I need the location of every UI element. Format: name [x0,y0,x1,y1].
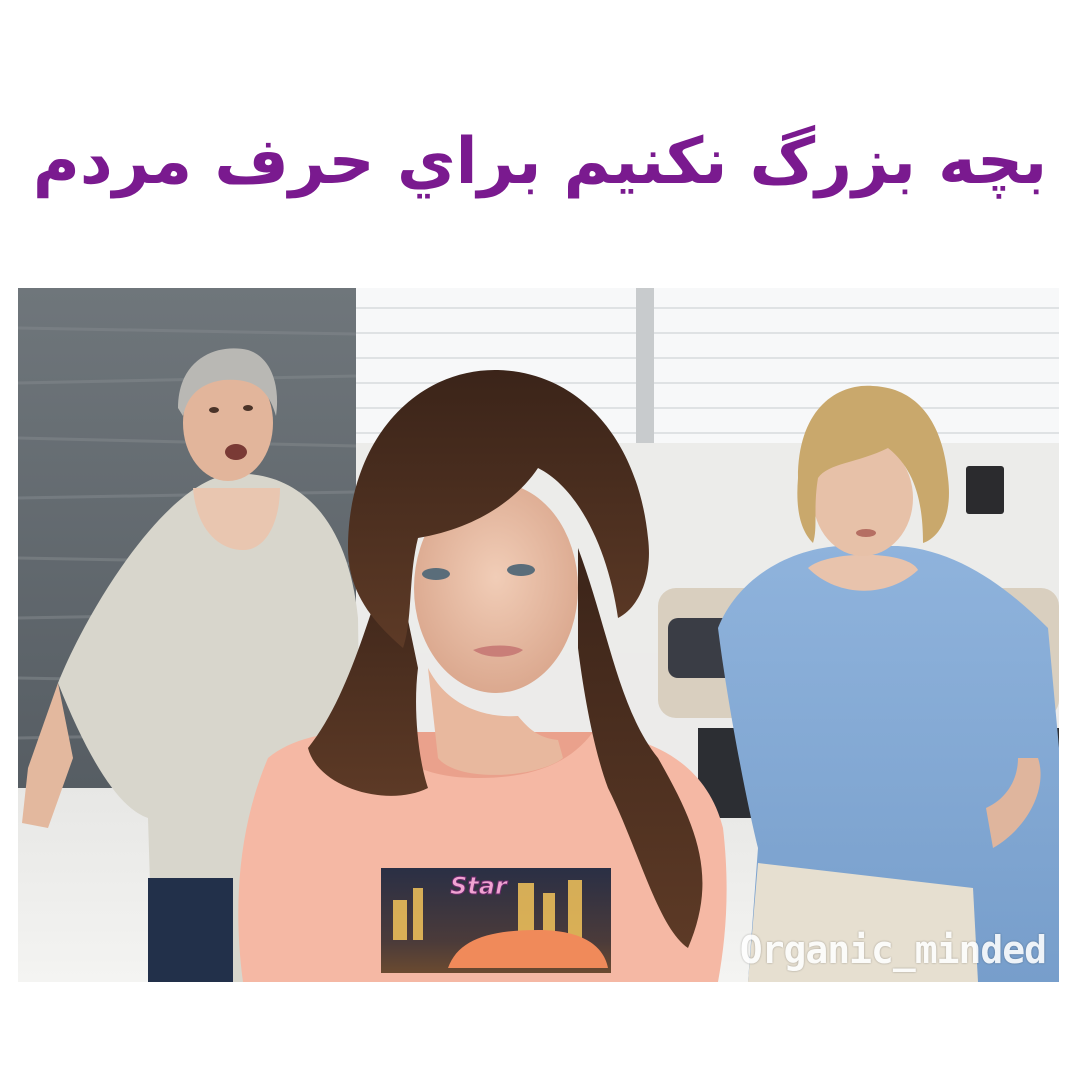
photo-illustration [18,288,1059,982]
headline-text: بچه بزرگ نكنيم براي حرف مردم [32,125,1048,199]
family-photo [18,288,1059,982]
watermark-text: Organic_minded [739,928,1046,972]
shirt-print-text: Star [450,872,507,900]
speaker-icon [966,466,1004,514]
